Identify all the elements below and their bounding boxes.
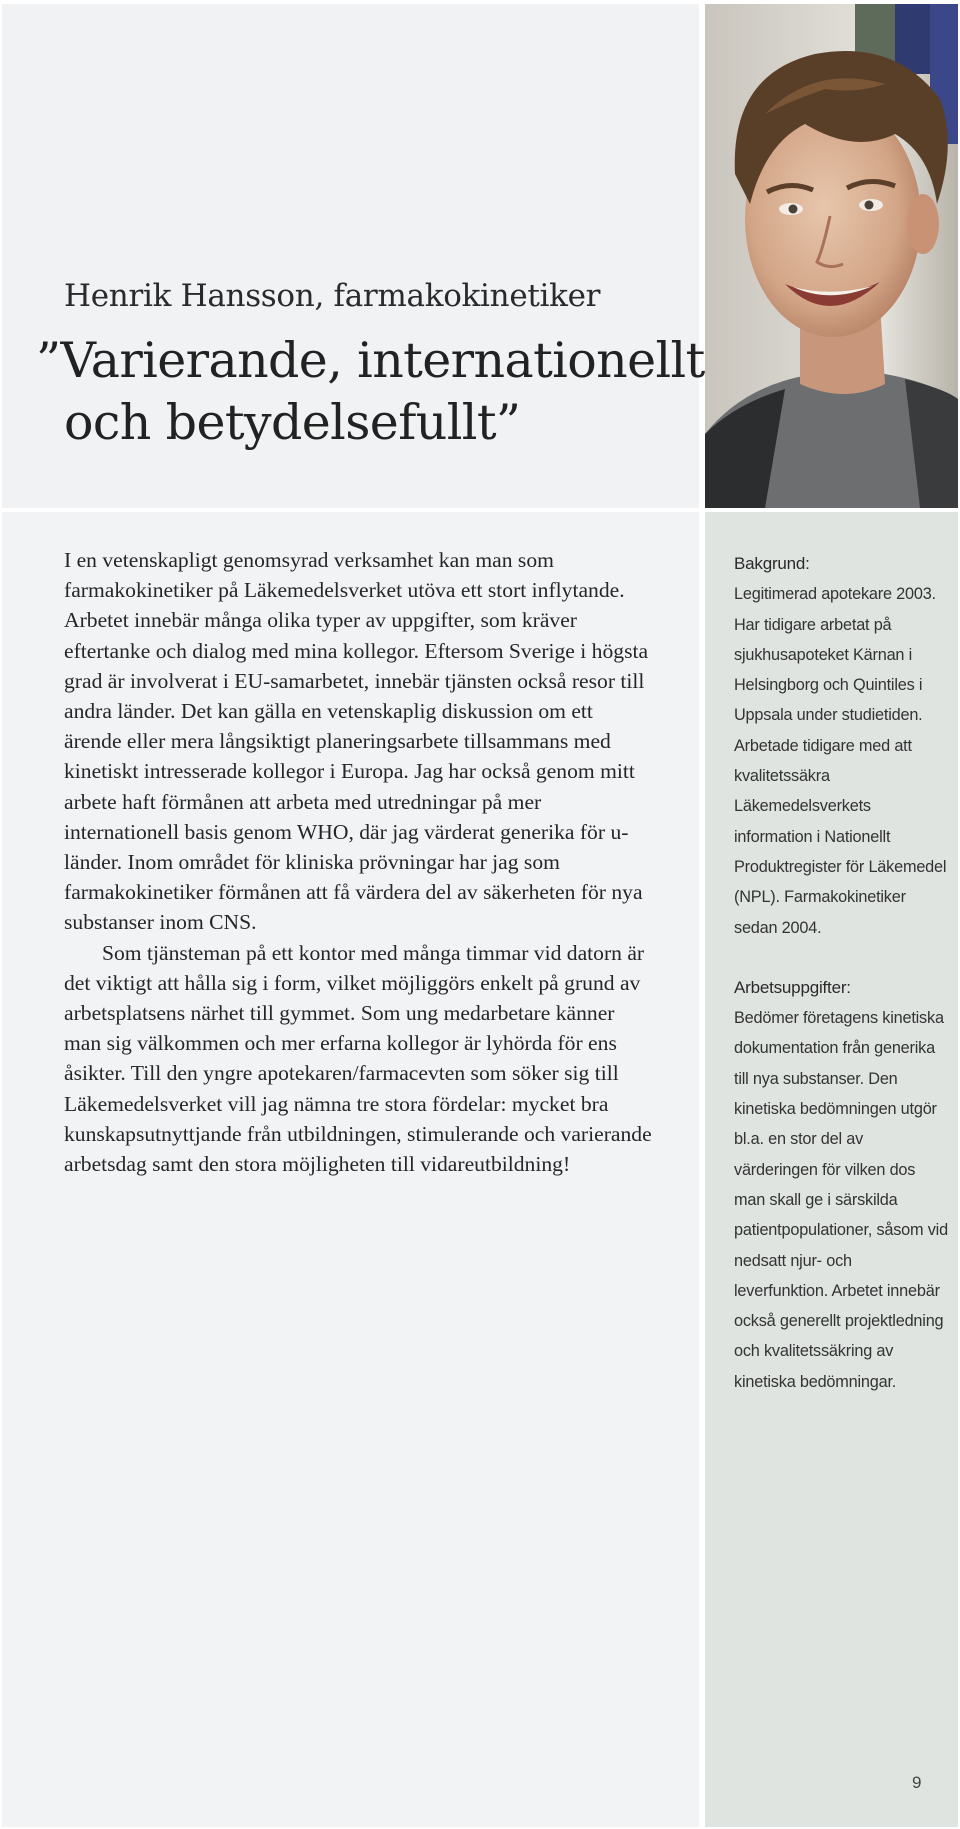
- article-body: [64, 545, 654, 1179]
- article-paragraph-1: I en vetenskapligt genomsyrad verksamhet kan man som farmakokinetiker på Läkemedelsverket utöva ett stort inflytande. Arbetet innebär många olika typer av uppgifter, som kräver eftertanke och dialog med mina kollegor. Eftersom Sverige i högsta grad är involverat i EU-samarbetet, innebär tjänsten också resor till andra länder. Det kan gälla en vetenskaplig diskussion om ett ärende eller mera långsiktigt planeringsarbete tillsammans med kinetiskt intresserade kollegor i Europa. Jag har också genom mitt arbete haft förmånen att arbeta med utredningar på mer internationell basis genom WHO, där jag värderat generika för u-länder. Inom området för kliniska prövningar har jag som farmakokinetiker förmånen att få värdera del av säkerheten för nya substanser inom CNS.: [64, 548, 649, 935]
- headline-line-2: och betydelsefullt”: [64, 394, 521, 451]
- headline-line-1: ”Varierande, internationellt: [36, 332, 705, 389]
- portrait-photo: [705, 4, 958, 508]
- person-name-title: Henrik Hansson, farmakokinetiker: [64, 278, 601, 314]
- background-text: Legitimerad apotekare 2003. Har tidigare arbetat på sjukhusapoteket Kärnan i Helsingborg och Quintiles i Uppsala under studietiden. Arbetade tidigare med att kvalitetssäkra Läkemedelsverkets information i Nationellt Produktregister för Läkemedel (NPL). Farmakokinetiker sedan 2004.: [734, 585, 947, 937]
- fact-sidebar: [734, 549, 949, 1397]
- page-number: 9: [912, 1773, 922, 1792]
- article-paragraph-2: Som tjänsteman på ett kontor med många timmar vid datorn är det viktigt att hålla sig i form, vilket möjliggörs enkelt på grund av arbetsplatsens närhet till gymmet. Som ung medarbetare känner man sig välkommen och mer erfarna kollegor är lyhörda för ens åsikter. Till den yngre apotekaren/farmacevten som söker sig till Läkemedelsverket vill jag nämna tre stora fördelar: mycket bra kunskapsutnyttjande från utbildningen, stimulerande och varierande arbetsdag samt den stora möjligheten till vidareutbildning!: [64, 940, 652, 1177]
- portrait-photo-drawing: [705, 4, 958, 508]
- tasks-heading: Arbetsuppgifter:: [734, 977, 851, 997]
- headline-quote: [36, 330, 705, 454]
- sidebar-gap: [734, 943, 949, 973]
- background-heading: Bakgrund:: [734, 554, 810, 573]
- tasks-text: Bedömer företagens kinetiska dokumentation från generika till nya substanser. Den kinetiska bedömningen utgör bl.a. en stor del av värderingen för vilken dos man skall ge i särskilda patientpopulationer, såsom vid nedsatt njur- och leverfunktion. Arbetet innebär också generellt projektledning och kvalitetssäkring av kinetiska bedömningar.: [734, 1009, 948, 1391]
